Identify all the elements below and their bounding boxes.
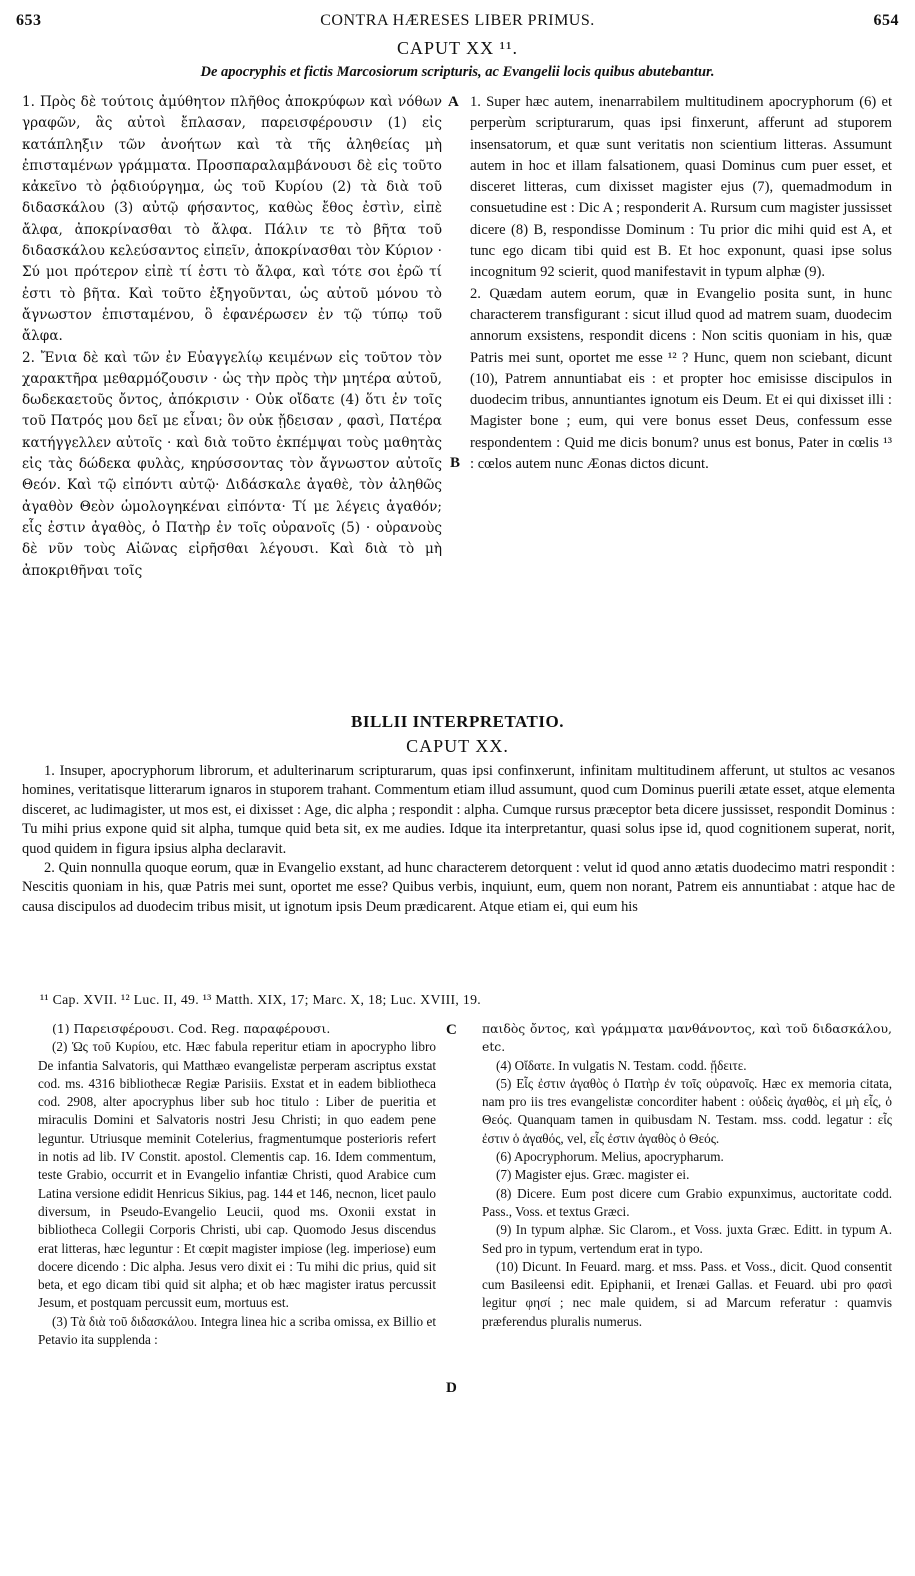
scripture-references: ¹¹ Cap. XVII. ¹² Luc. II, 49. ¹³ Matth. XIX, 17; Marc. X, 18; Luc. XVIII, 19. bbox=[40, 992, 482, 1007]
footnote-2: (2) Ὡς τοῦ Κυρίου, etc. Hæc fabula reperitur etiam in apocrypho libro De infantia Salvatoris, qui Matthæo evangelistæ perperam ascriptus exstat cod. ms. 4316 bibliothecæ Regiæ Parisiis. Exstat et in eadem bibliotheca cod. 2908, alter apocryphus liber sub hoc titulo : Liber de pueritia et miraculis Domini et Salvatoris nostri Jesu Christi; in quo eadem pene leguntur. Utriusque meminit Cotelerius, fragmentumque posterioris refert in notis ad lib. IV Constit. apostol. Clementis cap. 16. Idem commentum, teste Grabio, occurrit et in Evangelio infantiæ Christi, quod Arabice cum Latina versione edidit Henricus Sikius, pag. 144 et 146, necnon, licet paulo diversum, in Pseudo-Evangelio Leucii, quod ms. Oxonii exstat in bibliotheca Collegii Corporis Christi, ubi cap. Quomodo Jesus discendus erat litteras, hæc leguntur : Et cœpit magister impiose (leg. imperiose) eum docere dicendo : Dic alpha. Jesus vero dixit ei : Tu mihi dic prius, quid sit beta, et ego dicam tibi quid sit alpha; et ob hæc magister iratus percussit Jesum, et postquam percussit eum, mortuus est. bbox=[38, 1039, 436, 1311]
footnote-6: (6) Apocryphorum. Melius, apocrypharum. bbox=[496, 1149, 724, 1165]
greek-paragraph-2: 2. Ἔνια δὲ καὶ τῶν ἐν Εὐαγγελίῳ κειμένων εἰς τοῦτον τὸν χαρακτῆρα μεθαρμόζουσιν · ὡς τὴν πρὸς τὴν μητέρα αὐτοῦ, δωδεκαετοῦς ὄντος, ἀπόκρισιν · Οὐκ οἴδατε (4) ὅτι ἐν τοῖς τοῦ Πατρός μου δεῖ με εἶναι; ὃν οὐκ ᾔδεισαν , φασὶ, Πατέρα κατήγγελλεν αὐτοῖς · καὶ διὰ τοῦτο ἐκπέμψαι τοὺς μαθητὰς εἰς τὰς δώδεκα φυλὰς, κηρύσσοντας τὸν ἄγνωστον αὐτοῖς Θεόν. Καὶ τῷ εἰπόντι αὐτῷ· Διδάσκαλε ἀγαθὲ, τὸν ἀληθῶς ἀγαθὸν Θεὸν ὡμολογηκέναι εἰπόντα· Τί με λέγεις ἀγαθόν; εἷς ἐστιν ἀγαθὸς, ὁ Πατὴρ ἐν τοῖς οὐρανοῖς (5) · οὐρανοὺς δὲ νῦν τοὺς Αἰῶνας εἰρῆσθαι λέγουσι. Καὶ διὰ τὸ μὴ ἀποκριθῆναι τοῖς bbox=[22, 349, 442, 579]
footnote-7: (7) Magister ejus. Græc. magister ei. bbox=[496, 1167, 690, 1183]
footnote-10: (10) Dicunt. In Feuard. marg. et mss. Pass. et Voss., dicit. Quod consentit cum Basileensi edit. Epiphanii, et Irenæi Gallas. et Feuard. ubi pro φασὶ legitur φησί ; nec male quidem, si ad Marcum referatur : quamvis præferendus pluralis numerus. bbox=[482, 1258, 892, 1329]
footnote-8: (8) Dicere. Eum post dicere cum Grabio expunximus, auctoritate codd. Pass., Voss. et textus Græci. bbox=[482, 1185, 892, 1219]
billii-chapter-heading: CAPUT XX. bbox=[406, 736, 509, 756]
page-number-right: 654 bbox=[873, 12, 899, 29]
chapter-subtitle: De apocryphis et fictis Marcosiorum scripturis, ac Evangelii locis quibus abutebantur. bbox=[200, 64, 715, 80]
greek-text-column bbox=[22, 92, 442, 582]
page-number-left: 653 bbox=[16, 12, 42, 29]
latin-paragraph-1: 1. Super hæc autem, inenarrabilem multitudinem apocryphorum (6) et perperùm scripturarum, quas ipsi finxerunt, afferunt ad stuporem insensatorum, et quæ sunt veritatis non scientium litteras. Assumunt autem in hoc et illam falsationem, quasi Dominus cum puer esset, et disceret litteras, cum dixisset magister ejus (7), quemadmodum in consuetudine est : Dic A ; responderit A. Rursum cum magister jussisset dicere (8) B, respondisse Dominum : Tu prior dic mihi quid est A, et tunc ego dicam tibi quid est B. Et hoc exponunt, quasi ipse solus incognitum 92 scierit, quod manifestavit in typum alphæ (9). bbox=[470, 94, 892, 281]
greek-paragraph-1: 1. Πρὸς δὲ τούτοις ἀμύθητον πλῆθος ἀποκρύφων καὶ νόθων γραφῶν, ἃς αὐτοὶ ἔπλασαν, παρεισφέρουσιν (1) εἰς κατάπληξιν τῶν ἀνοήτων καὶ τὰ τῆς ἀληθείας μὴ ἐπισταμένων γράμματα. Προσπαραλαμβάνουσι δὲ εἰς τοῦτο κἀκεῖνο τὸ ῥᾳδιούργημα, ὡς τοῦ Κυρίου (2) τὰ διὰ τοῦ διδασκάλου (3) αὐτῷ φήσαντος, καθὼς ἔθος ἐστὶν, εἰπὲ ἄλφα, ἀποκρίνασθαι τὸ ἄλφα. Πάλιν τε τὸ βῆτα τοῦ διδασκάλου κελεύσαντος εἰπεῖν, ἀποκρίνασθαι τὸν Κύριον · Σύ μοι πρότερον εἰπὲ τί ἐστι τὸ ἄλφα, καὶ τότε σοι ἐρῶ τί ἐστι τὸ βῆτα. Καὶ τοῦτο ἐξηγοῦνται, ὡς αὐτοῦ μόνου τὸ ἄγνωστον ἐπισταμένου, ὃ ἐφανέρωσεν ἐν τῷ τύπῳ τοῦ ἄλφα. bbox=[22, 94, 442, 345]
chapter-heading: CAPUT XX ¹¹. bbox=[397, 38, 518, 58]
running-title: CONTRA HÆRESES LIBER PRIMUS. bbox=[320, 12, 595, 29]
footnotes-right-column bbox=[482, 1020, 892, 1331]
latin-paragraph-2: 2. Quædam autem eorum, quæ in Evangelio posita sunt, in hunc characterem transfigurant : sicut illud quod ad matrem suam, duodecim annorum exsistens, respondit dicens : Non scitis quoniam in his, quæ Patris mei sunt, oportet me esse ¹² ? Hunc, quem non sciebant, dicunt (10), Patrem annuntiabat eis : et propter hoc emisisse discipulos in duodecim tribus, annuntiantes ignotum eis Deum. Et ei qui dixisset illi : Magister bone ; eum, qui vere bonus esset Deus, confessum esse respondentem : Quid me dicis bonum? unus est bonus, Pater in cœlis ¹³ : cœlos autem nunc Æonas dictos dicunt. bbox=[470, 285, 892, 473]
margin-marker-c: C bbox=[446, 1022, 457, 1038]
billii-interpretation bbox=[22, 762, 895, 917]
footnote-4: (4) Οἴδατε. In vulgatis N. Testam. codd. ᾔδειτε. bbox=[496, 1057, 747, 1073]
running-header bbox=[16, 12, 899, 36]
footnotes-left-column bbox=[38, 1020, 436, 1349]
margin-marker-a: A bbox=[448, 94, 459, 110]
footnote-5: (5) Εἷς ἐστιν ἀγαθὸς ὁ Πατὴρ ἐν τοῖς οὐρανοῖς. Hæc ex memoria citata, nam pro iis tres evangelistæ concorditer habent : οὐδεὶς ἀγαθὸς, εἰ μὴ εἷς, ὁ Θεός. Quanquam tamen in quibusdam N. Testam. mss. codd. legatur : εἷς ἐστιν ὁ ἀγαθός, vel, εἷς ἐστιν ἀγαθὸς ὁ Θεός. bbox=[482, 1075, 892, 1146]
margin-marker-d: D bbox=[446, 1380, 457, 1396]
footnote-3: (3) Τὰ διὰ τοῦ διδασκάλου. Integra linea hic a scriba omissa, ex Billio et Petavio ita supplenda : bbox=[38, 1313, 436, 1348]
latin-text-column bbox=[470, 92, 892, 475]
footnote-9: (9) In typum alphæ. Sic Clarom., et Voss. juxta Græc. Editt. in typum A. Sed pro in typum, vertendum erat in typo. bbox=[482, 1222, 892, 1256]
billii-heading: BILLII INTERPRETATIO. bbox=[351, 712, 564, 731]
billii-paragraph-2: 2. Quin nonnulla quoque eorum, quæ in Evangelio exstant, ad hunc characterem detorquent : velut id quod anno ætatis duodecimo matri respondit : Nescitis quoniam in his, quæ Patris mei sunt, oportet me esse? Quibus verbis, inquiunt, eum, quem non norant, Patrem eis annuntiabat : atque hac de causa discipulos ad duodecim tribus misit, ut ignotum ipsis Deum prædicarent. Atque etiam ei, qui eum his bbox=[22, 860, 895, 915]
billii-paragraph-1: 1. Insuper, apocryphorum librorum, et adulterinarum scripturarum, quas ipsi confinxerunt, infinitam multitudinem afferunt, ut stultos ac vesanos homines, veritatisque litterarum ignaros in stuporem trahant. Commentum etiam illud assumunt, quod cum Dominus puerili ætate esset, atque elementa disceret, ac ludimagister, ut mos est, ei dixisset : Age, dic alpha ; respondit : alpha. Cumque rursus præceptor beta dicere jussisset, respondit Dominus : Tu mihi prius expone quid sit alpha, tumque quid beta sit, ex me audies. Idque ita interpretantur, quasi solus ipse id, quod cognitionem superat, norit, quod quidem in figura ipsius alpha declaravit. bbox=[22, 763, 895, 857]
footnote-3-continuation: παιδὸς ὄντος, καὶ γράμματα μανθάνοντος, καὶ τοῦ διδασκάλου, etc. bbox=[482, 1021, 892, 1055]
footnote-1: (1) Παρεισφέρουσι. Cod. Reg. παραφέρουσι. bbox=[52, 1021, 331, 1036]
margin-marker-b: B bbox=[450, 455, 461, 471]
